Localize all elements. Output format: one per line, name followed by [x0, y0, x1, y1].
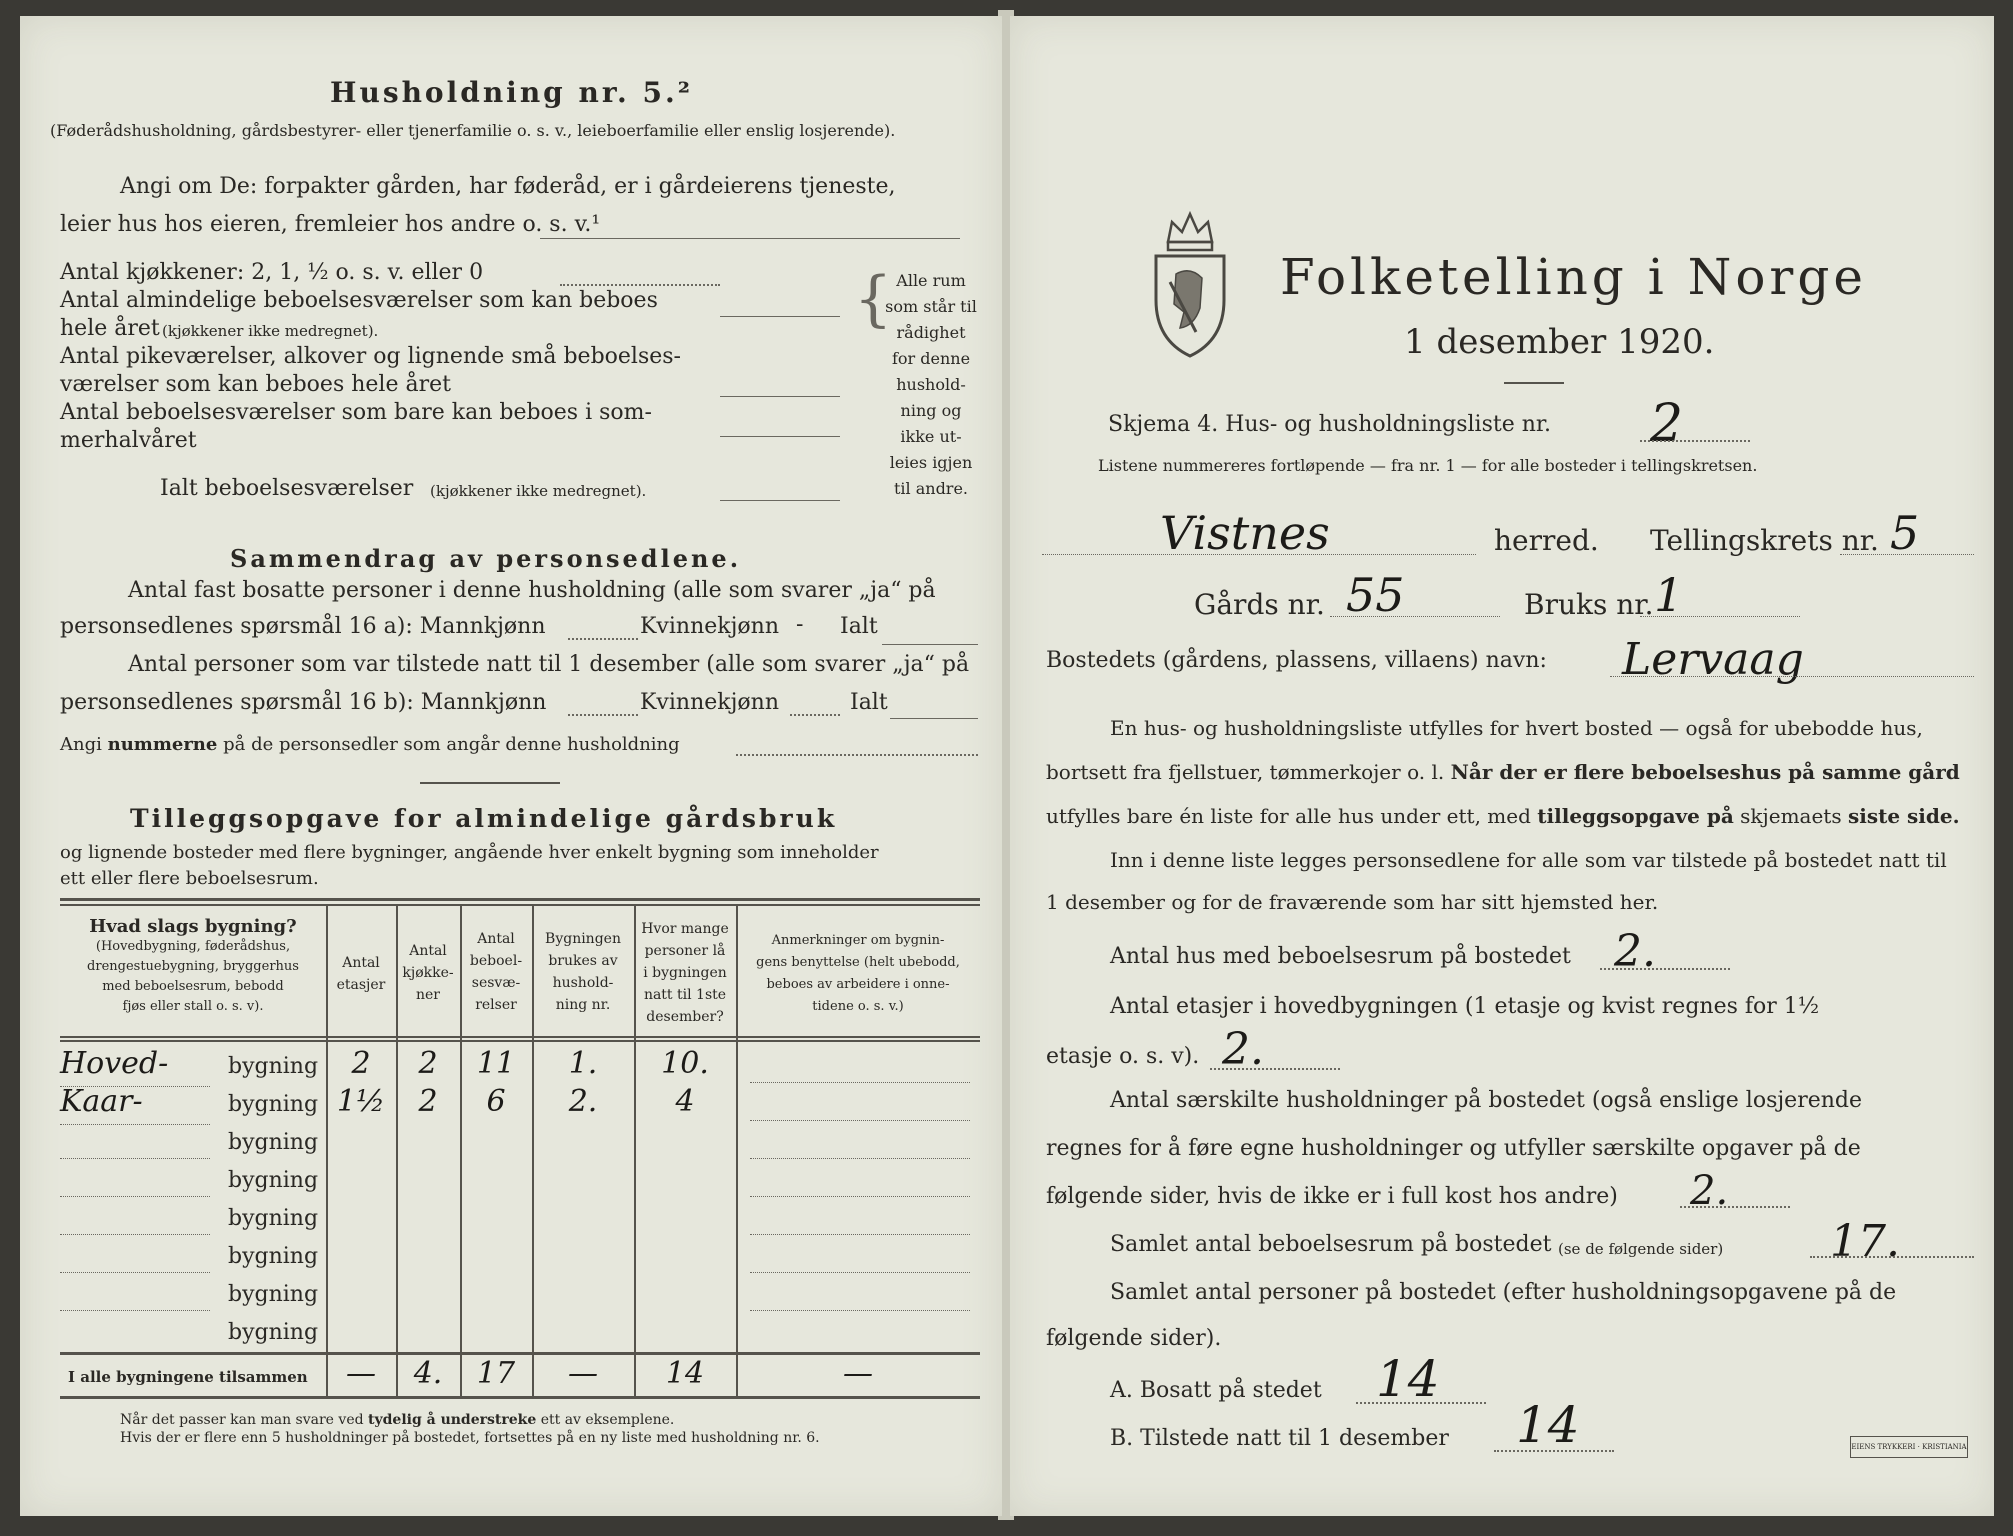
norwegian-coat-of-arms: [1150, 208, 1230, 362]
row-building-label: bygning: [228, 1282, 319, 1307]
row-name-line: [60, 1310, 210, 1311]
header-persons: [634, 918, 736, 1028]
q-b-line: [1494, 1450, 1614, 1452]
total-kitchens: 4.: [413, 1356, 443, 1391]
q-houses-label: Antal hus med beboelsesrum på bostedet: [1110, 944, 1571, 969]
q-rooms-label: Samlet antal beboelsesrum på bostedet: [1110, 1232, 1552, 1257]
row-name-line: [60, 1196, 210, 1197]
intro-line-1: Angi om De: forpakter gården, har føderåd, er i gårdeierens tjeneste,: [120, 174, 896, 199]
supplement-line-2: ett eller flere beboelsesrum.: [60, 868, 319, 889]
summary-male-line-2: [568, 714, 638, 716]
instruction-text: utfylles bare én liste for alle hus under ett, med: [1046, 804, 1531, 828]
summary-line-3: Antal personer som var tilstede natt til 1 desember (alle som svarer „ja“ på: [128, 652, 970, 677]
row-name-line: [60, 1272, 210, 1273]
rooms-total-note: (kjøkkener ikke medregnet).: [430, 482, 647, 500]
header-persons-line: desember?: [646, 1009, 724, 1025]
summary-heading: Sammendrag av personsedlene.: [230, 544, 742, 573]
instruction-1a: En hus- og husholdningsliste utfylles for hvert bosted — også for ubebodde hus,: [1110, 716, 1923, 740]
row-building-label: bygning: [228, 1054, 319, 1079]
header-used-by-line: hushold-: [552, 975, 614, 991]
bosted-value: Lervaag: [1622, 634, 1804, 685]
title-divider: [1504, 382, 1564, 384]
instruction-2a: Inn i denne liste legges personsedlene for alle som var tilstede på bostedet natt til: [1110, 848, 1947, 872]
row-remarks-line: [750, 1272, 970, 1273]
form-date: 1 desember 1920.: [1404, 322, 1715, 362]
instruction-text: skjemaets: [1740, 804, 1842, 828]
q-households-label-1: Antal særskilte husholdninger på bostedet (også enslige losjerende: [1110, 1088, 1863, 1113]
summary-line-2: personsedlenes spørsmål 16 a): Mannkjønn: [60, 614, 546, 639]
summary-numbers-text: Angi: [60, 734, 102, 755]
table-row: [60, 1122, 970, 1160]
row-name-line: [60, 1234, 210, 1235]
q-households-label-2: regnes for å føre egne husholdninger og utfyller særskilte opgaver på de: [1046, 1136, 1861, 1161]
q-floors-label-1: Antal etasjer i hovedbygningen (1 etasje og kvist regnes for 1½: [1110, 994, 1820, 1019]
summary-total-line-1: [882, 644, 978, 645]
row-building-label: bygning: [228, 1130, 319, 1155]
row-rooms: 6: [486, 1084, 506, 1119]
row-remarks-line: [750, 1082, 970, 1083]
header-building: [60, 916, 326, 1017]
header-rooms: [460, 928, 532, 1016]
q-floors-value: 2.: [1222, 1024, 1264, 1075]
header-used-by-line: ning nr.: [555, 997, 611, 1013]
rooms-summer-label-2: merhalvåret: [60, 428, 197, 453]
row-remarks-line: [750, 1158, 970, 1159]
instruction-bold: tilleggsopgave på: [1537, 804, 1734, 828]
footnote-1-text: Når det passer kan man svare ved: [120, 1412, 364, 1428]
gards-value: 55: [1346, 568, 1405, 622]
summary-line-1: Antal fast bosatte personer i denne husholdning (alle som svarer „ja“ på: [128, 578, 936, 603]
row-persons: 4: [675, 1084, 695, 1119]
summary-female-line-2: [790, 714, 840, 716]
header-building-note: fjøs eller stall o. s. v).: [122, 999, 264, 1014]
footnote-1-bold: tydelig å understreke: [368, 1412, 537, 1428]
summary-numbers-bold: nummerne: [107, 734, 218, 755]
header-persons-line: Hvor mange: [641, 921, 729, 937]
krets-value: 5: [1890, 506, 1920, 560]
table-row: [60, 1198, 970, 1236]
q-floors-label-2: etasje o. s. v).: [1046, 1044, 1200, 1069]
header-remarks-line: Anmerkninger om bygnin-: [771, 933, 945, 948]
header-floors-line: etasjer: [336, 977, 386, 993]
header-rooms-line: Antal: [477, 931, 515, 947]
gards-label: Gårds nr.: [1194, 588, 1325, 621]
row-kitchens: 2: [418, 1084, 438, 1119]
q-houses-line: [1600, 968, 1730, 970]
footnote-2: Hvis der er flere enn 5 husholdninger på bostedet, fortsettes på en ny liste med husholdning nr. 6.: [120, 1430, 820, 1446]
header-persons-line: personer lå: [644, 943, 726, 959]
table-row: [60, 1274, 970, 1312]
row-building-label: bygning: [228, 1168, 319, 1193]
row-remarks-line: [750, 1120, 970, 1121]
header-building-title: Hvad slags bygning?: [89, 916, 297, 937]
header-kitchens: [396, 940, 460, 1006]
instruction-1c: [1046, 804, 1960, 828]
summary-total-label-1: Ialt: [840, 614, 878, 639]
rooms-summer-line: [720, 436, 840, 437]
summary-numbers-line: [60, 734, 680, 755]
q-rooms-note: (se de følgende sider): [1558, 1240, 1724, 1258]
schema-label: Skjema 4. Hus- og husholdningsliste nr.: [1108, 412, 1551, 437]
instruction-1b: [1046, 760, 1960, 784]
bosted-label: Bostedets (gårdens, plassens, villaens) navn:: [1046, 648, 1547, 673]
header-used-by-line: brukes av: [548, 953, 618, 969]
right-page: [1010, 16, 1994, 1516]
row-building-label: bygning: [228, 1244, 319, 1269]
side-note-line: rådighet: [896, 323, 966, 342]
row-used-by: 1.: [568, 1046, 598, 1081]
total-rooms: 17: [476, 1356, 516, 1391]
side-note-line: ning og: [900, 401, 962, 420]
footnote-1: [120, 1412, 674, 1428]
q-a-line: [1356, 1402, 1486, 1404]
header-persons-line: natt til 1ste: [643, 987, 727, 1003]
row-building-label: bygning: [228, 1320, 319, 1345]
total-used-by: —: [568, 1356, 598, 1391]
krets-label: Tellingskrets nr.: [1650, 524, 1879, 557]
header-kitchens-line: Antal: [409, 943, 447, 959]
q-houses-value: 2.: [1614, 926, 1656, 977]
bruks-value: 1: [1654, 568, 1684, 622]
form-title: Folketelling i Norge: [1280, 248, 1867, 306]
intro-line-2: leier hus hos eieren, fremleier hos andre o. s. v.¹: [60, 212, 601, 237]
footnote-1-text: ett av eksemplene.: [540, 1412, 675, 1428]
row-remarks-line: [750, 1310, 970, 1311]
rooms-ordinary-note: (kjøkkener ikke medregnet).: [162, 322, 379, 340]
q-a-value: 14: [1376, 1350, 1440, 1408]
schema-value-line: [1640, 440, 1750, 442]
rooms-total-line: [720, 500, 840, 501]
table-bottom-border: [60, 1396, 980, 1399]
side-note-line: ikke ut-: [900, 427, 962, 446]
row-floors: 2: [351, 1046, 371, 1081]
table-header-bottom-inner: [60, 1040, 980, 1042]
table-top-border: [60, 898, 980, 901]
header-remarks-line: tidene o. s. v.): [812, 999, 904, 1014]
summary-total-line-2: [890, 718, 978, 719]
bruks-line: [1640, 616, 1800, 617]
header-building-note: drengestuebygning, bryggerhus: [87, 959, 299, 974]
row-building-label: bygning: [228, 1092, 319, 1117]
rooms-total-label: Ialt beboelsesværelser: [160, 476, 414, 501]
q-a-label: A. Bosatt på stedet: [1110, 1378, 1322, 1403]
side-note-line: hushold-: [896, 375, 966, 394]
household-heading: Husholdning nr. 5.²: [330, 76, 694, 109]
table-header-bottom: [60, 1036, 980, 1038]
row-rooms: 11: [476, 1046, 516, 1081]
rooms-kitchens-label: Antal kjøkkener: 2, 1, ½ o. s. v. eller 0: [60, 260, 484, 285]
q-households-line: [1680, 1206, 1790, 1208]
q-persons-label-2: følgende sider).: [1046, 1326, 1222, 1351]
header-building-note: med beboelsesrum, bebodd: [102, 979, 284, 994]
herred-value: Vistnes: [1160, 506, 1330, 560]
row-floors: 1½: [336, 1084, 386, 1119]
side-note-line: som står til: [885, 297, 977, 316]
instruction-bold: Når der er flere beboelseshus på samme gård: [1450, 760, 1960, 784]
total-floors: —: [346, 1356, 376, 1391]
header-floors: [326, 952, 396, 996]
rooms-small-line: [720, 396, 840, 397]
q-persons-label-1: Samlet antal personer på bostedet (efter husholdningsopgavene på de: [1110, 1280, 1897, 1305]
bruks-label: Bruks nr.: [1524, 588, 1654, 621]
q-b-value: 14: [1516, 1396, 1580, 1454]
summary-female-label-2: Kvinnekjønn: [640, 690, 779, 715]
schema-value: 2: [1650, 394, 1684, 454]
row-remarks-line: [750, 1196, 970, 1197]
krets-line: [1840, 554, 1974, 555]
instruction-bold: siste side.: [1847, 804, 1960, 828]
header-remarks-line: beboes av arbeidere i onne-: [766, 977, 950, 992]
header-rooms-line: relser: [475, 997, 517, 1013]
q-rooms-line: [1810, 1256, 1974, 1258]
row-kitchens: 2: [418, 1046, 438, 1081]
herred-line: [1042, 554, 1476, 555]
side-note-line: for denne: [891, 349, 971, 368]
row-building-name: Kaar-: [60, 1084, 143, 1119]
total-remarks: —: [843, 1356, 873, 1391]
row-used-by: 2.: [568, 1084, 598, 1119]
q-b-label: B. Tilstede natt til 1 desember: [1110, 1426, 1449, 1451]
side-note-line: til andre.: [893, 479, 969, 498]
intro-answer-line: [540, 238, 960, 239]
total-row-label: I alle bygningene tilsammen: [68, 1368, 308, 1386]
row-name-line: [60, 1158, 210, 1159]
summary-male-line-1: [568, 638, 638, 640]
summary-numbers-answer-line: [736, 754, 978, 756]
header-used-by: [532, 928, 634, 1016]
table-top-border-inner: [60, 904, 980, 906]
side-note-brace: {: [854, 264, 893, 334]
side-note-line: leies igjen: [889, 453, 973, 472]
bosted-line: [1610, 676, 1974, 677]
rooms-small-label-1: Antal pikeværelser, alkover og lignende små beboelses-: [60, 344, 681, 369]
summary-line-4: personsedlenes spørsmål 16 b): Mannkjønn: [60, 690, 547, 715]
instruction-text: bortsett fra fjellstuer, tømmerkojer o. l.: [1046, 760, 1445, 784]
table-row: [60, 1160, 970, 1198]
summary-female-label-1: Kvinnekjønn: [640, 614, 779, 639]
household-intro-note: (Føderådshusholdning, gårdsbestyrer- eller tjenerfamilie o. s. v., leieboerfamilie eller enslig losjerende).: [50, 121, 896, 140]
crown-shield-icon: [1150, 208, 1230, 358]
header-rooms-line: beboel-: [469, 953, 523, 969]
table-row: [60, 1046, 970, 1084]
header-used-by-line: Bygningen: [545, 931, 621, 947]
q-floors-line: [1210, 1068, 1340, 1070]
header-kitchens-line: ner: [416, 987, 440, 1003]
row-building-label: bygning: [228, 1206, 319, 1231]
side-note-line: Alle rum: [896, 271, 966, 290]
numbering-note: Listene nummereres fortløpende — fra nr. 1 — for alle bosteder i tellingskretsen.: [1098, 456, 1758, 475]
header-remarks-line: gens benyttelse (helt ubebodd,: [756, 955, 960, 970]
instruction-2b: 1 desember og for de fraværende som har sitt hjemsted her.: [1046, 890, 1659, 914]
rooms-ordinary-label-2: hele året: [60, 316, 160, 341]
gards-line: [1330, 616, 1500, 617]
supplement-line-1: og lignende bosteder med flere bygninger, angående hver enkelt bygning som inneholder: [60, 842, 879, 863]
row-remarks-line: [750, 1234, 970, 1235]
herred-label: herred.: [1494, 524, 1599, 557]
rooms-ordinary-label-1: Antal almindelige beboelsesværelser som kan beboes: [60, 288, 658, 313]
rooms-small-label-2: værelser som kan beboes hele året: [60, 372, 451, 397]
table-total-row: [60, 1356, 970, 1394]
row-building-name: Hoved-: [60, 1046, 169, 1081]
q-households-value: 2.: [1690, 1168, 1729, 1214]
table-row: [60, 1084, 970, 1122]
rooms-summer-label-1: Antal beboelsesværelser som bare kan beboes i som-: [60, 400, 652, 425]
rooms-kitchens-line: [560, 284, 720, 286]
q-households-label-3: følgende sider, hvis de ikke er i full kost hos andre): [1046, 1184, 1618, 1209]
supplement-heading: Tilleggsopgave for almindelige gårdsbruk: [130, 804, 838, 833]
header-rooms-line: sesvæ-: [471, 975, 521, 991]
table-row: [60, 1236, 970, 1274]
side-note: [876, 268, 986, 502]
printer-stamp: EIENS TRYKKERI · KRISTIANIA: [1850, 1436, 1968, 1458]
table-total-top: [60, 1352, 980, 1355]
summary-dash: -: [796, 612, 804, 637]
total-persons: 14: [665, 1356, 705, 1391]
left-page: [20, 16, 1002, 1516]
summary-numbers-text: på de personsedler som angår denne husholdning: [223, 734, 680, 755]
rooms-ordinary-line: [720, 316, 840, 317]
header-kitchens-line: kjøkke-: [402, 965, 454, 981]
header-persons-line: i bygningen: [643, 965, 727, 981]
header-building-note: (Hovedbygning, føderådshus,: [95, 939, 291, 954]
header-remarks: [736, 930, 980, 1018]
summary-total-label-2: Ialt: [850, 690, 888, 715]
table-row: [60, 1312, 970, 1350]
row-persons: 10.: [661, 1046, 709, 1081]
q-rooms-value: 17.: [1830, 1216, 1900, 1267]
section-divider: [420, 782, 560, 784]
header-floors-line: Antal: [342, 955, 380, 971]
